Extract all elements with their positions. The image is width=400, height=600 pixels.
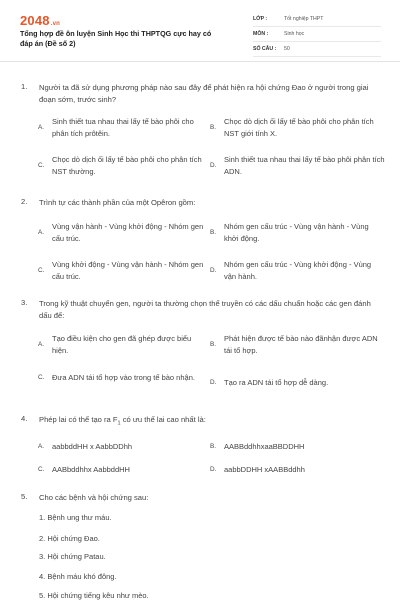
- option-text: Nhóm gen cấu trúc - Vùng vận hành - Vùng khởi động.: [224, 222, 369, 243]
- meta-label: LỚP :: [253, 16, 268, 22]
- option-b[interactable]: [210, 333, 385, 356]
- question-text: Cho các bệnh và hội chứng sau:: [39, 493, 149, 502]
- option-letter: A.: [38, 443, 45, 451]
- meta-label: SỐ CÂU :: [253, 46, 277, 52]
- option-b[interactable]: [210, 441, 385, 453]
- logo-text: 2048: [20, 13, 50, 28]
- meta-value: 50: [284, 46, 290, 52]
- meta-label: MÔN :: [253, 31, 269, 37]
- option-b[interactable]: [210, 116, 385, 139]
- option-a[interactable]: [38, 333, 206, 356]
- question-text: [39, 414, 384, 430]
- option-d[interactable]: [210, 154, 385, 177]
- document-title: Tổng hợp đề ôn luyện Sinh Học thi THPTQG cực hay có đáp án (Đề số 2): [20, 29, 212, 48]
- option-c[interactable]: [38, 154, 206, 177]
- question-number: 2.: [21, 197, 28, 206]
- header: [0, 0, 400, 62]
- option-text: Vùng khởi động - Vùng vận hành - Nhóm gen cấu trúc.: [52, 260, 204, 281]
- question-text-tail: có ưu thế lai cao nhất là:: [120, 415, 206, 424]
- option-text: Tạo điều kiện cho gen đã ghép được biểu hiện.: [52, 334, 192, 355]
- list-item: 5. Hội chứng tiếng kêu như mèo.: [39, 591, 149, 600]
- option-text: Sinh thiết tua nhau thai lấy tế bào phôi phân tích ADN.: [224, 155, 385, 176]
- option-text: aabbddHH x AabbDDhh: [52, 442, 133, 451]
- meta-grade: [253, 13, 381, 27]
- option-text: Phát hiện được tế bào nào đãnhận được ADN tái tổ hợp.: [224, 334, 378, 355]
- option-c[interactable]: [38, 372, 206, 384]
- option-letter: D.: [210, 379, 217, 387]
- option-d[interactable]: [210, 259, 385, 282]
- option-text: aabbDDHH xAABBddhh: [224, 465, 305, 474]
- option-letter: D.: [210, 267, 217, 274]
- option-letter: A.: [38, 229, 45, 236]
- option-letter: B.: [210, 443, 217, 451]
- option-letter: C.: [38, 267, 45, 274]
- option-c[interactable]: [38, 259, 206, 282]
- option-letter: C.: [38, 374, 45, 382]
- question-text: Trong kỹ thuật chuyển gen, người ta thường chọn thể truyền có các dấu chuẩn hoặc các gen đánh dấu để:: [39, 299, 371, 320]
- option-text: Vùng vận hành - Vùng khởi động - Nhóm gen cấu trúc.: [52, 222, 204, 243]
- option-c[interactable]: [38, 464, 206, 476]
- option-a[interactable]: [38, 221, 206, 244]
- meta-value: Sinh học: [284, 31, 305, 37]
- list-item: 1. Bệnh ung thư máu.: [39, 513, 112, 522]
- option-d[interactable]: [210, 377, 385, 389]
- option-text: Sinh thiết tua nhau thai lấy tế bào phôi cho phân tích prôtêin.: [52, 117, 194, 138]
- option-letter: C.: [38, 162, 45, 169]
- option-d[interactable]: [210, 464, 385, 476]
- option-text: AABbddhhx AabbddHH: [52, 465, 130, 474]
- option-letter: B.: [210, 229, 217, 236]
- option-letter: C.: [38, 466, 45, 474]
- question-text-main: Phép lai có thể tạo ra F: [39, 415, 118, 424]
- logo-suffix: .vn: [50, 21, 61, 27]
- question-number: 3.: [21, 298, 28, 307]
- site-logo[interactable]: [20, 13, 60, 28]
- option-text: Đưa ADN tái tổ hợp vào trong tế bào nhận.: [52, 373, 195, 382]
- question-number: 1.: [21, 82, 28, 91]
- option-letter: D.: [210, 466, 217, 474]
- option-letter: D.: [210, 162, 217, 169]
- option-b[interactable]: [210, 221, 385, 244]
- meta-question-count: [253, 43, 381, 57]
- option-a[interactable]: [38, 116, 206, 139]
- list-item: 4. Bệnh máu khó đông.: [39, 572, 117, 581]
- option-text: Nhóm gen cấu trúc - Vùng khởi động - Vùng vận hành.: [224, 260, 372, 281]
- option-a[interactable]: [38, 441, 206, 453]
- option-text: Chọc dò dịch ối lấy tế bào phôi cho phân tích NST thường.: [52, 155, 202, 176]
- meta-subject: [253, 28, 381, 42]
- question-text-subscript: 1: [117, 420, 121, 427]
- option-letter: A.: [38, 124, 45, 131]
- option-letter: B.: [210, 124, 217, 131]
- list-item: 3. Hội chứng Patau.: [39, 552, 106, 561]
- meta-value: Tốt nghiệp THPT: [284, 16, 324, 22]
- list-item: 2. Hội chứng Đao.: [39, 534, 100, 543]
- option-text: Tạo ra ADN tái tổ hợp dễ dàng.: [224, 378, 329, 387]
- option-text: Chọc dò dịch ối lấy tế bào phôi cho phân tích NST giới tính X.: [224, 117, 374, 138]
- question-text: Trình tự các thành phần của một Opêron gồm:: [39, 198, 196, 207]
- option-text: AABBddhhxaaBBDDHH: [224, 442, 305, 451]
- question-number: 4.: [21, 414, 28, 423]
- question-text: Người ta đã sử dụng phương pháp nào sau đây để phát hiện ra hội chứng Đao ở người trong giai đoạn sớm, trước sinh?: [39, 83, 369, 104]
- question-number: 5.: [21, 492, 28, 501]
- option-letter: A.: [38, 341, 45, 348]
- option-letter: B.: [210, 341, 217, 348]
